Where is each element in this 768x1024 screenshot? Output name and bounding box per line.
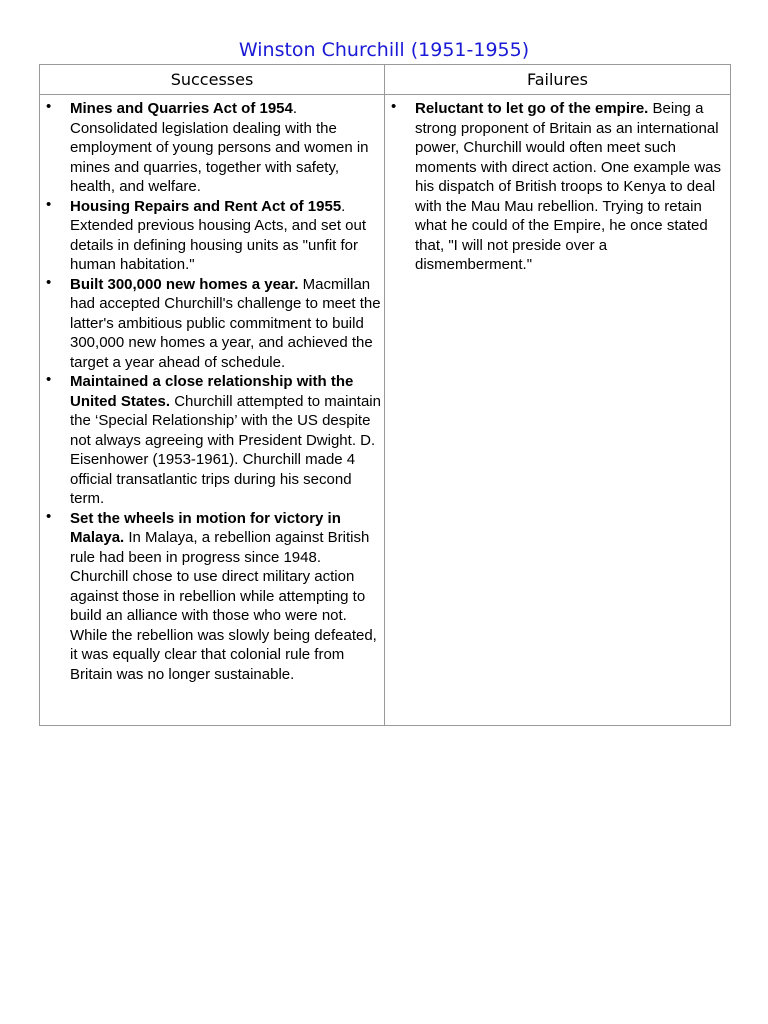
success-item (40, 372, 384, 509)
failure-item-title: Reluctant to let go of the empire. (415, 100, 649, 117)
success-item (40, 99, 384, 197)
failures-list (385, 99, 730, 275)
success-item-text: In Malaya, a rebellion against British rule had been in progress since 1948. Churchill chose to use direct military action against those in rebellion while attempting to build an alliance with those who were not. While the rebellion was slowly being defeated, it was equally clear that colonial rule from Britain was no longer sustainable. (70, 529, 377, 683)
success-item (40, 197, 384, 275)
bullet-icon: • (46, 273, 52, 291)
failure-item (385, 99, 730, 275)
failures-header: Failures (385, 65, 731, 95)
success-item (40, 509, 384, 685)
bullet-icon: • (46, 507, 52, 525)
bullet-icon: • (46, 195, 52, 213)
bullet-icon: • (391, 98, 397, 115)
success-item-title: Maintained a close relationship with the United States. (70, 373, 354, 410)
success-item-title-period: . (341, 197, 346, 215)
success-item-title: Built 300,000 new homes a year. (70, 275, 299, 293)
success-item-text: Macmillan had accepted Churchill's challenge to meet the latter's ambitious public commitment to build 300,000 new homes a year, and achieved the target a year ahead of schedule. (70, 275, 381, 371)
table-row (40, 95, 731, 726)
failures-cell (385, 95, 731, 726)
success-item-text: Extended previous housing Acts, and set out details in defining housing units as "unfit for human habitation." (70, 217, 367, 273)
document-title: Winston Churchill (1951-1955) (238, 39, 530, 61)
success-item-title: Housing Repairs and Rent Act of 1955 (70, 197, 342, 215)
success-item-title: Set the wheels in motion for victory in Malaya. (70, 509, 341, 546)
successes-list (40, 99, 384, 684)
success-item-text: Churchill attempted to maintain the ‘Special Relationship’ with the US despite not always agreeing with President Dwight. D. Eisenhower (1953-1961). Churchill made 4 official transatlantic trips during his second term. (70, 392, 381, 507)
bullet-icon: • (46, 371, 52, 388)
success-item-title: Mines and Quarries Act of 1954 (70, 100, 293, 117)
successes-cell (40, 95, 385, 726)
success-item-title-period: . (292, 100, 298, 117)
success-item-text: Consolidated legislation dealing with the employment of young persons and women in mines and quarries, together with safety, health, and welfare. (70, 119, 369, 195)
table-header-row (40, 65, 731, 95)
success-item (40, 275, 384, 373)
bullet-icon: • (46, 98, 52, 115)
successes-failures-table (39, 64, 731, 726)
successes-header: Successes (40, 65, 385, 95)
failure-item-text: Being a strong proponent of Britain as an international power, Churchill would often meet such moments with direct action. One example was his dispatch of British troops to Kenya to deal with the Mau Mau rebellion. Trying to retain what he could of the Empire, he once stated that, "I will not preside over a dismemberment." (415, 100, 721, 273)
